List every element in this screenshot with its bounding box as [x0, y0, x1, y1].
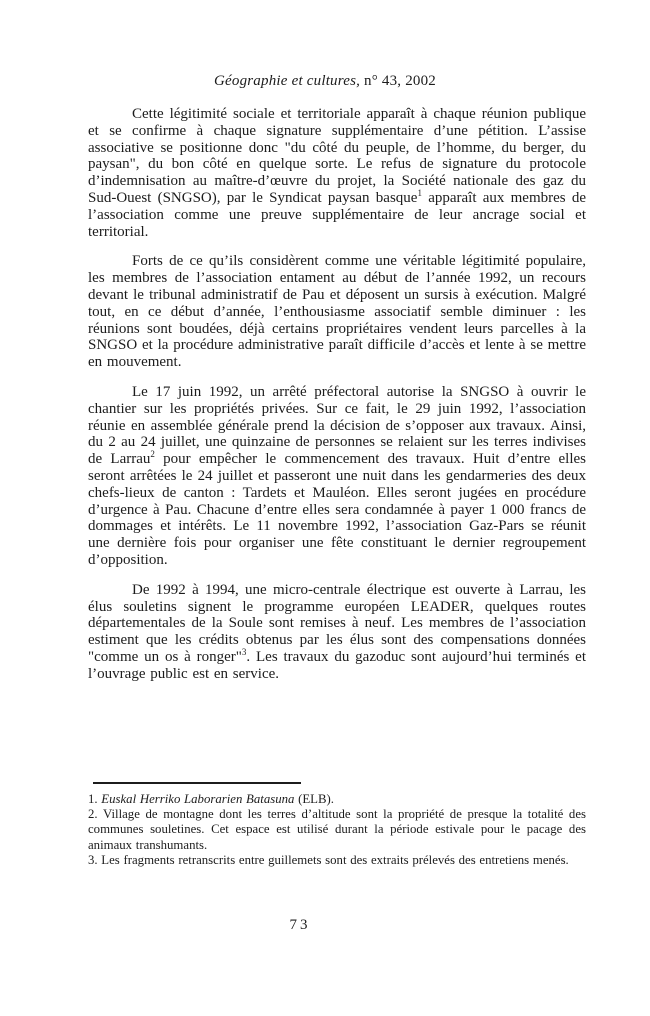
text-run: apparaît aux membres de l’association comme une preuve supplémentaire de leur ancrage social et territorial. [88, 189, 586, 240]
journal-title: Géographie et cultures, [213, 73, 361, 89]
footnote [88, 853, 586, 868]
text-run: Cette légitimité sociale et territoriale apparaît à chaque réunion publique et se confirme à chaque signature supplémentaire d’une pétition. L’assise associative se positionne donc "du côté du peuple, de l’homme, du berger, du paysan", du bon côté en quelque sorte. Le refus de signature du protocole d’indemnisation au maître-d’œuvre du projet, la Société nationale des gaz du Sud-Ouest (SNGSO), par le Syndicat paysan basque [88, 106, 586, 206]
text-run: . Les travaux du gazoduc sont aujourd’hui terminés et l’ouvrage public est en service. [88, 648, 586, 682]
text-run: 2. Village de montagne dont les terres d’altitude sont la propriété de presque la totalité des communes souletines. Cet espace est utilisé durant la période estivale pour le pacage des animaux transhumants. [88, 807, 586, 852]
article-body [88, 106, 586, 696]
running-head [60, 73, 590, 90]
body-paragraph [88, 384, 586, 569]
page-number: 73 [289, 917, 311, 933]
body-paragraph [88, 106, 586, 240]
text-run: (ELB). [294, 792, 334, 806]
footnote-ref: 3 [241, 646, 247, 657]
body-paragraph [88, 253, 586, 371]
text-run: Forts de ce qu’ils considèrent comme une véritable légitimité populaire, les membres de l’association entament au début de l’année 1992, un recours devant le tribunal administratif de Pau et déposent un sursis à exécution. Malgré tout, en ce début d’année, l’enthousiasme associatif semble diminuer : les réunions sont boudées, déjà certains propriétaires vendent leurs parcelles à la SNGSO et la procédure administrative paraît difficile d’accès et lente à se mettre en mouvement. [88, 253, 586, 371]
footnote [88, 792, 586, 807]
footnote [88, 807, 586, 853]
text-run: Le 17 juin 1992, un arrêté préfectoral autorise la SNGSO à ouvrir le chantier sur les propriétés privées. Sur ce fait, le 29 juin 1992, l’association réunie en assemblée générale prend la décision de s’opposer aux travaux. Ainsi, du 2 au 24 juillet, une quinzaine de personnes se relaient sur les terres indivises de Larrau [88, 383, 586, 468]
text-run: pour empêcher le commencement des travaux. Huit d’entre elles seront arrêtées le 24 juillet et passeront une nuit dans les gendarmeries des deux chefs-lieux de canton : Tardets et Mauléon. Elles seront jugées en procédure d’urgence à Pau. Chacune d’entre elles sera condamnée à payer 1 000 francs de dommages et intérêts. Le 11 novembre 1992, l’association Gaz-Pars se réunit une dernière fois pour organiser une fête constituant le dernier regroupement d’opposition. [88, 451, 586, 568]
text-run: De 1992 à 1994, une micro-centrale électrique est ouverte à Larrau, les élus souletins signent le programme européen LEADER, quelques routes départementales de la Soule sont remises à neuf. Les membres de l’association estiment que les crédits obtenus par les élus sont des compensations données "comme un os à ronger" [88, 581, 586, 665]
footnote-ref: 1 [417, 187, 422, 198]
body-paragraph [88, 582, 586, 683]
footnote-area [88, 782, 586, 868]
footnote-separator-rule [93, 782, 301, 784]
footnote-ref: 2 [150, 449, 155, 460]
footnotes [88, 792, 586, 868]
text-run: 1. [88, 792, 102, 806]
italic-text: Euskal Herriko Laborarien Batasuna [101, 792, 295, 806]
text-run: 3. Les fragments retranscrits entre guillemets sont des extraits prélevés des entretiens menés. [88, 852, 569, 867]
issue-info: n° 43, 2002 [360, 73, 436, 89]
